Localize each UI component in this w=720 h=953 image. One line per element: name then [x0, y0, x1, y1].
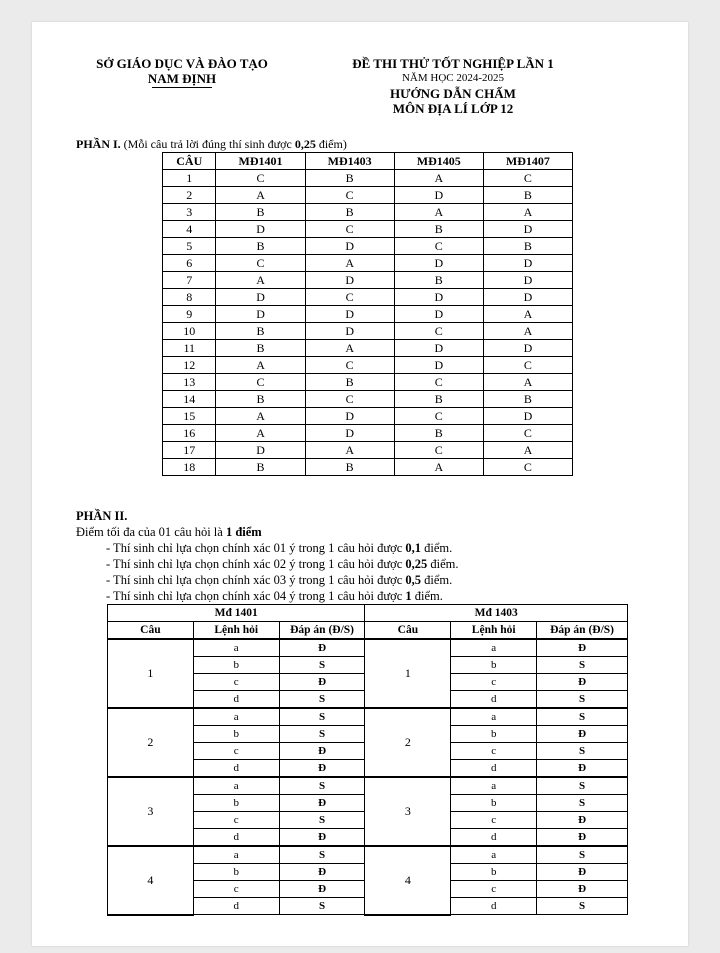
sub-label: a — [451, 846, 537, 864]
table-row — [163, 255, 573, 272]
rule-text: - Thí sinh chỉ lựa chọn chính xác 02 ý trong 1 câu hỏi được — [106, 557, 406, 571]
answer-cell: C — [483, 357, 572, 374]
subject-title: MÔN ĐỊA LÍ LỚP 12 — [392, 101, 514, 116]
question-number: 8 — [163, 289, 216, 306]
part1-title — [76, 137, 347, 152]
rule-score: 1 — [405, 589, 412, 603]
sub-label: d — [451, 898, 537, 915]
answer-cell: A — [483, 374, 572, 391]
answer-ds: Đ — [279, 829, 365, 847]
answer-cell: C — [305, 357, 394, 374]
answer-cell: D — [305, 425, 394, 442]
sub-label: d — [193, 760, 279, 778]
answer-ds: Đ — [279, 760, 365, 778]
answer-cell: D — [216, 289, 305, 306]
answer-cell: B — [305, 374, 394, 391]
sub-label: c — [193, 743, 279, 760]
answer-cell: A — [483, 323, 572, 340]
answer-cell: D — [394, 340, 483, 357]
header-department — [92, 56, 272, 88]
answer-ds: S — [537, 743, 628, 760]
col-cau-right: Câu — [365, 622, 451, 640]
rule-tail: điểm. — [421, 541, 453, 555]
question-number: 3 — [163, 204, 216, 221]
part2-section — [76, 508, 459, 604]
table-row — [163, 374, 573, 391]
col-dapan-left: Đáp án (Đ/S) — [279, 622, 365, 640]
question-number: 1 — [163, 170, 216, 187]
part1-answer-table — [162, 152, 573, 476]
part1-score: 0,25 — [294, 137, 316, 151]
code-header-row — [108, 605, 628, 622]
sub-label: a — [193, 639, 279, 657]
question-number-left: 1 — [108, 639, 194, 708]
answer-cell: B — [216, 391, 305, 408]
answer-cell: D — [305, 272, 394, 289]
answer-cell: C — [305, 391, 394, 408]
answer-ds: S — [279, 691, 365, 709]
answer-cell: A — [305, 255, 394, 272]
answer-cell: D — [483, 272, 572, 289]
question-number: 10 — [163, 323, 216, 340]
table-row — [163, 442, 573, 459]
part2-max-score — [76, 524, 459, 540]
answer-cell: D — [216, 306, 305, 323]
sub-label: c — [193, 881, 279, 898]
table-row — [108, 639, 628, 657]
answer-ds: S — [537, 846, 628, 864]
question-number: 17 — [163, 442, 216, 459]
answer-ds: S — [537, 898, 628, 915]
sub-label: b — [451, 864, 537, 881]
rule-tail: điểm. — [427, 557, 459, 571]
table-row — [108, 777, 628, 795]
table-row — [163, 204, 573, 221]
answer-cell: C — [394, 408, 483, 425]
answer-cell: D — [305, 408, 394, 425]
answer-cell: A — [305, 442, 394, 459]
answer-ds: S — [279, 708, 365, 726]
answer-cell: A — [394, 459, 483, 476]
table-row — [163, 459, 573, 476]
table-row — [108, 708, 628, 726]
sub-label: d — [193, 691, 279, 709]
part1-col-header: MĐ1401 — [216, 153, 305, 170]
header-underline — [152, 87, 212, 88]
answer-cell: B — [483, 187, 572, 204]
question-number: 13 — [163, 374, 216, 391]
answer-cell: B — [394, 272, 483, 289]
rule-tail: điểm. — [411, 589, 443, 603]
answer-cell: D — [483, 289, 572, 306]
table-row — [163, 391, 573, 408]
part2-answer-table — [107, 604, 628, 916]
answer-cell: D — [305, 306, 394, 323]
sub-label: c — [193, 812, 279, 829]
table-row — [163, 238, 573, 255]
question-number: 7 — [163, 272, 216, 289]
question-number-right: 2 — [365, 708, 451, 777]
answer-cell: A — [216, 425, 305, 442]
table-row — [163, 170, 573, 187]
answer-cell: D — [394, 187, 483, 204]
table-row — [163, 221, 573, 238]
answer-ds: Đ — [279, 639, 365, 657]
sub-label: c — [451, 674, 537, 691]
rule-text: - Thí sinh chỉ lựa chọn chính xác 03 ý trong 1 câu hỏi được — [106, 573, 406, 587]
answer-cell: D — [216, 221, 305, 238]
rule-text: - Thí sinh chỉ lựa chọn chính xác 01 ý trong 1 câu hỏi được — [106, 541, 406, 555]
answer-ds: S — [537, 795, 628, 812]
answer-cell: A — [394, 170, 483, 187]
answer-cell: B — [216, 323, 305, 340]
part1-header-row — [163, 153, 573, 170]
question-number: 12 — [163, 357, 216, 374]
table-row — [108, 846, 628, 864]
scoring-rule — [76, 588, 459, 604]
sub-label: b — [451, 726, 537, 743]
sub-label: c — [451, 743, 537, 760]
table-row — [163, 340, 573, 357]
answer-cell: C — [483, 170, 572, 187]
scoring-rule — [76, 572, 459, 588]
sub-label: a — [193, 777, 279, 795]
rule-tail: điểm. — [421, 573, 453, 587]
answer-cell: B — [216, 238, 305, 255]
answer-cell: A — [216, 187, 305, 204]
part1-label: PHẦN I. — [76, 137, 121, 151]
answer-cell: C — [394, 238, 483, 255]
answer-ds: Đ — [279, 674, 365, 691]
answer-cell: B — [216, 340, 305, 357]
answer-cell: A — [483, 442, 572, 459]
question-number-left: 2 — [108, 708, 194, 777]
answer-cell: C — [216, 170, 305, 187]
sub-label: d — [451, 829, 537, 847]
question-number-left: 3 — [108, 777, 194, 846]
answer-cell: A — [216, 272, 305, 289]
answer-ds: S — [537, 777, 628, 795]
answer-ds: Đ — [537, 760, 628, 778]
question-number: 14 — [163, 391, 216, 408]
question-number: 9 — [163, 306, 216, 323]
rule-score: 0,1 — [405, 541, 422, 555]
answer-ds: S — [279, 726, 365, 743]
answer-cell: C — [305, 289, 394, 306]
question-number: 16 — [163, 425, 216, 442]
answer-cell: B — [394, 391, 483, 408]
col-cau-left: Câu — [108, 622, 194, 640]
part1-col-header: MĐ1405 — [394, 153, 483, 170]
sub-label: b — [193, 726, 279, 743]
answer-cell: A — [216, 408, 305, 425]
answer-cell: B — [305, 204, 394, 221]
header-exam — [336, 56, 570, 116]
rule-text: - Thí sinh chỉ lựa chọn chính xác 04 ý trong 1 câu hỏi được — [106, 589, 406, 603]
answer-cell: D — [483, 340, 572, 357]
answer-cell: C — [216, 374, 305, 391]
answer-cell: A — [483, 306, 572, 323]
question-number-right: 4 — [365, 846, 451, 915]
sub-label: a — [451, 777, 537, 795]
answer-ds: Đ — [537, 674, 628, 691]
answer-cell: D — [483, 221, 572, 238]
answer-ds: S — [279, 812, 365, 829]
answer-cell: D — [394, 357, 483, 374]
sub-label: a — [193, 708, 279, 726]
answer-cell: D — [483, 408, 572, 425]
sub-label: c — [451, 812, 537, 829]
answer-ds: Đ — [537, 829, 628, 847]
answer-cell: A — [216, 357, 305, 374]
sub-label: b — [193, 657, 279, 674]
answer-ds: Đ — [537, 864, 628, 881]
scoring-rules — [76, 540, 459, 604]
scoring-rule — [76, 556, 459, 572]
answer-cell: C — [394, 442, 483, 459]
answer-ds: S — [279, 846, 365, 864]
sub-label: c — [193, 674, 279, 691]
answer-cell: D — [483, 255, 572, 272]
code-right: Mđ 1403 — [365, 605, 628, 622]
answer-cell: D — [216, 442, 305, 459]
answer-ds: S — [279, 777, 365, 795]
answer-cell: D — [394, 306, 483, 323]
answer-cell: C — [394, 374, 483, 391]
sub-label: d — [451, 760, 537, 778]
answer-cell: B — [305, 170, 394, 187]
answer-cell: B — [483, 391, 572, 408]
part1-desc: (Mỗi câu trả lời đúng thí sinh được — [120, 137, 295, 151]
part1-col-header: MĐ1407 — [483, 153, 572, 170]
answer-ds: Đ — [537, 812, 628, 829]
answer-cell: D — [305, 323, 394, 340]
part2-title: PHẦN II. — [76, 509, 128, 523]
answer-ds: Đ — [537, 639, 628, 657]
part1-col-header: MĐ1403 — [305, 153, 394, 170]
answer-cell: B — [216, 459, 305, 476]
table-row — [163, 425, 573, 442]
answer-cell: B — [216, 204, 305, 221]
document-page — [32, 22, 688, 946]
sub-label: a — [451, 639, 537, 657]
answer-cell: D — [394, 289, 483, 306]
rule-score: 0,25 — [405, 557, 428, 571]
question-number: 11 — [163, 340, 216, 357]
answer-ds: Đ — [279, 795, 365, 812]
school-year: NĂM HỌC 2024-2025 — [401, 72, 505, 84]
sub-label: d — [193, 898, 279, 915]
answer-ds: S — [537, 657, 628, 674]
table-row — [163, 408, 573, 425]
answer-cell: A — [305, 340, 394, 357]
table-row — [163, 323, 573, 340]
table-row — [163, 187, 573, 204]
answer-ds: Đ — [537, 881, 628, 898]
max-score-value: 1 điểm — [225, 525, 262, 539]
question-number: 5 — [163, 238, 216, 255]
answer-ds: Đ — [279, 743, 365, 760]
answer-ds: Đ — [279, 864, 365, 881]
answer-ds: S — [279, 898, 365, 915]
part1-col-header: CÂU — [163, 153, 216, 170]
sub-label: b — [451, 657, 537, 674]
answer-cell: C — [216, 255, 305, 272]
answer-cell: C — [483, 425, 572, 442]
answer-cell: A — [483, 204, 572, 221]
answer-cell: B — [394, 425, 483, 442]
sub-label: b — [451, 795, 537, 812]
answer-cell: C — [394, 323, 483, 340]
answer-cell: D — [394, 255, 483, 272]
table-row — [163, 357, 573, 374]
sub-label: d — [451, 691, 537, 709]
sub-label: a — [451, 708, 537, 726]
question-number-right: 3 — [365, 777, 451, 846]
exam-title: ĐỀ THI THỬ TỐT NGHIỆP LẦN 1 — [352, 56, 554, 71]
answer-cell: B — [305, 459, 394, 476]
question-number: 6 — [163, 255, 216, 272]
answer-ds: S — [537, 708, 628, 726]
answer-cell: B — [483, 238, 572, 255]
sub-label: c — [451, 881, 537, 898]
question-number: 4 — [163, 221, 216, 238]
table-row — [163, 272, 573, 289]
col-lenh-left: Lệnh hỏi — [193, 622, 279, 640]
department-location: NAM ĐỊNH — [147, 71, 217, 86]
answer-ds: Đ — [537, 726, 628, 743]
question-number: 18 — [163, 459, 216, 476]
answer-cell: A — [394, 204, 483, 221]
scoring-rule — [76, 540, 459, 556]
part1-desc-tail: điểm) — [315, 137, 347, 151]
sub-label: b — [193, 795, 279, 812]
answer-cell: C — [483, 459, 572, 476]
question-number: 15 — [163, 408, 216, 425]
column-header-row — [108, 622, 628, 640]
question-number-left: 4 — [108, 846, 194, 915]
col-dapan-right: Đáp án (Đ/S) — [537, 622, 628, 640]
table-row — [163, 306, 573, 323]
sub-label: d — [193, 829, 279, 847]
rule-score: 0,5 — [405, 573, 422, 587]
question-number: 2 — [163, 187, 216, 204]
doc-type: HƯỚNG DẪN CHẤM — [390, 86, 516, 101]
max-score-text: Điểm tối đa của 01 câu hỏi là — [76, 525, 226, 539]
table-row — [163, 289, 573, 306]
answer-ds: S — [279, 657, 365, 674]
col-lenh-right: Lệnh hỏi — [451, 622, 537, 640]
sub-label: a — [193, 846, 279, 864]
code-left: Mđ 1401 — [108, 605, 365, 622]
department-name: SỞ GIÁO DỤC VÀ ĐÀO TẠO — [96, 56, 268, 71]
question-number-right: 1 — [365, 639, 451, 708]
answer-cell: D — [305, 238, 394, 255]
answer-ds: S — [537, 691, 628, 709]
answer-ds: Đ — [279, 881, 365, 898]
sub-label: b — [193, 864, 279, 881]
answer-cell: C — [305, 187, 394, 204]
answer-cell: B — [394, 221, 483, 238]
answer-cell: C — [305, 221, 394, 238]
